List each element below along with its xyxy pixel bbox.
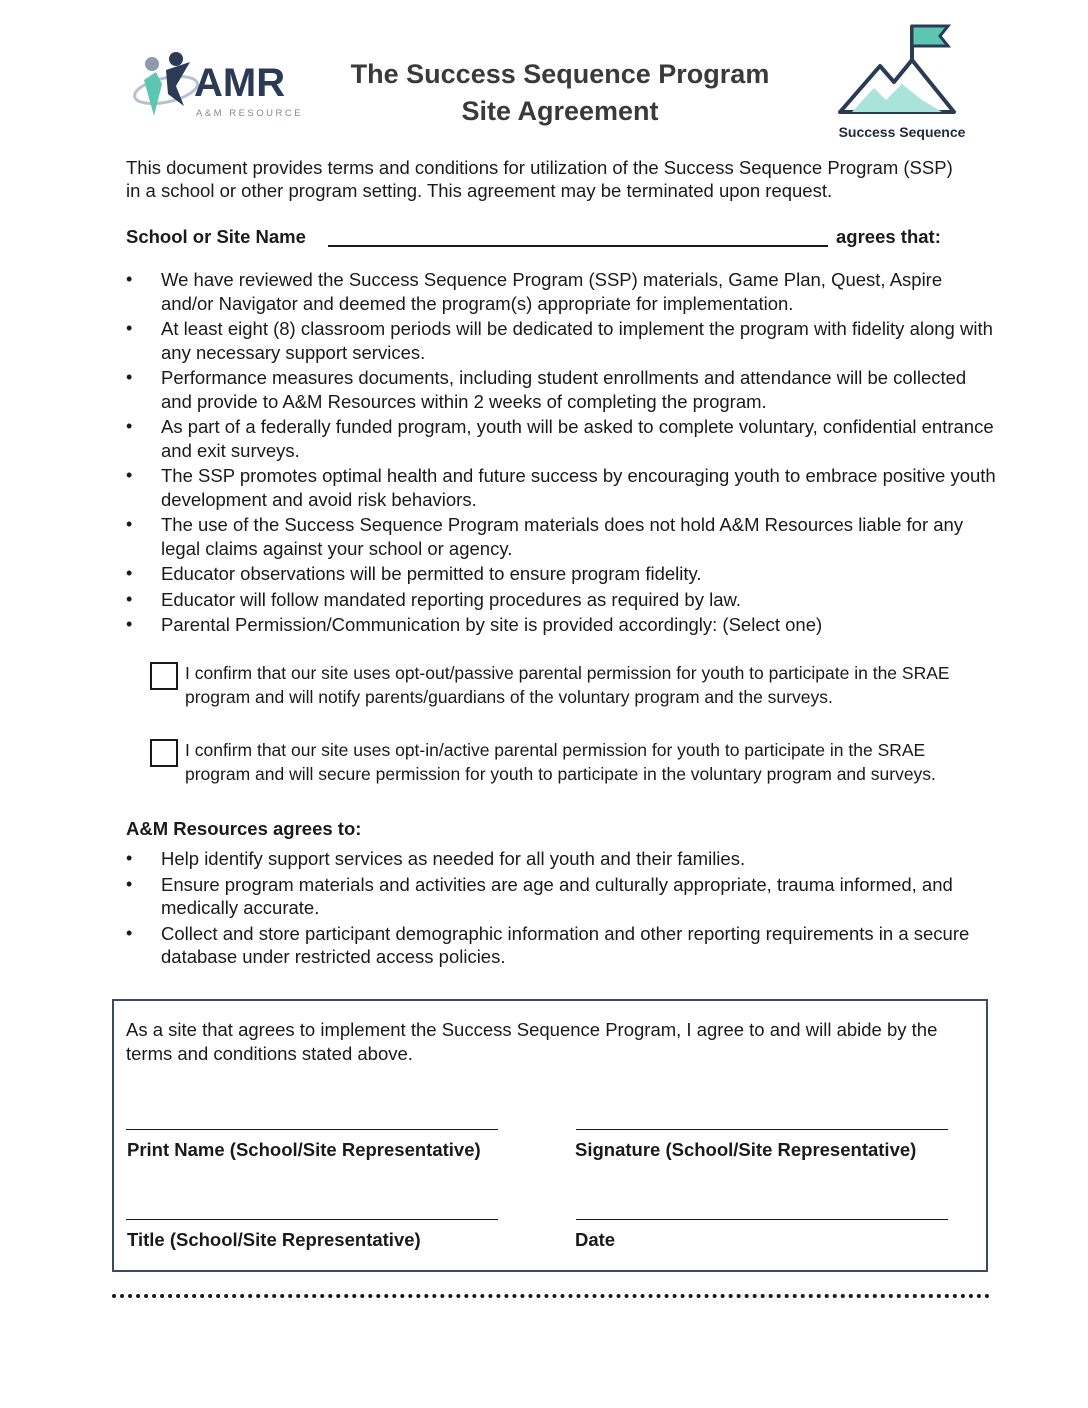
bullet-icon: • xyxy=(126,318,133,338)
amr-logo-subtext: A&M RESOURCES xyxy=(196,108,304,119)
list-item-text: Performance measures documents, including student enrollments and attendance will be collected and provide to A&M Resources within 2 weeks of completing the program. xyxy=(161,367,967,412)
amr-agrees-heading: A&M Resources agrees to: xyxy=(126,818,362,839)
bullet-icon: • xyxy=(126,514,133,534)
amr-terms-list xyxy=(126,847,996,971)
site-terms-list xyxy=(126,268,996,639)
signature-label: Signature (School/Site Representative) xyxy=(575,1139,917,1160)
agreement-statement: As a site that agrees to implement the Success Sequence Program, I agree to and will abide by the terms and conditions stated above. xyxy=(126,1019,938,1064)
list-item xyxy=(126,464,996,511)
site-name-field[interactable] xyxy=(328,245,828,247)
list-item-text: Collect and store participant demographic information and other reporting requirements in a secure database under restricted access policies. xyxy=(161,922,970,967)
list-item-text: We have reviewed the Success Sequence Program (SSP) materials, Game Plan, Quest, Aspire and/or Navigator and deemed the program(s) appropriate for implementation. xyxy=(161,269,943,314)
bullet-icon: • xyxy=(126,367,133,387)
list-item-text: Educator will follow mandated reporting procedures as required by law. xyxy=(161,588,741,610)
bullet-icon: • xyxy=(126,563,133,583)
bullet-icon: • xyxy=(126,269,133,289)
title-line-1: The Success Sequence Program xyxy=(350,59,770,89)
opt-out-label: I confirm that our site uses opt-out/passive parental permission for youth to participate in the SRAE program and will notify parents/guardians of the voluntary program and the surveys. xyxy=(185,663,950,707)
title-label: Title (School/Site Representative) xyxy=(127,1229,421,1250)
amr-logo-text: AMR xyxy=(194,61,286,105)
list-item xyxy=(126,268,996,315)
title-line-2: Site Agreement xyxy=(461,96,659,126)
list-item xyxy=(126,366,996,413)
list-item-text: Ensure program materials and activities are age and culturally appropriate, trauma informed, and medically accurate. xyxy=(161,873,953,918)
list-item xyxy=(126,613,996,637)
site-name-row xyxy=(126,226,956,250)
title-field[interactable] xyxy=(126,1219,498,1220)
print-name-field[interactable] xyxy=(126,1129,498,1130)
date-field[interactable] xyxy=(576,1219,948,1220)
opt-in-checkbox[interactable] xyxy=(150,739,178,767)
amr-logo xyxy=(132,50,304,124)
date-label: Date xyxy=(575,1229,616,1250)
document-title xyxy=(300,56,820,130)
list-item xyxy=(126,922,996,969)
list-item-text: The SSP promotes optimal health and future success by encouraging youth to embrace positive youth development and avoid risk behaviors. xyxy=(161,465,996,510)
list-item-text: Parental Permission/Communication by site is provided accordingly: (Select one) xyxy=(161,614,823,635)
list-item xyxy=(126,847,996,871)
list-item xyxy=(126,317,996,364)
opt-in-label: I confirm that our site uses opt-in/active parental permission for youth to participate in the SRAE program and will secure permission for youth to participate in the voluntary program and surveys. xyxy=(185,740,936,784)
list-item-text: Educator observations will be permitted to ensure program fidelity. xyxy=(161,563,702,584)
list-item-text: Help identify support services as needed for all youth and their families. xyxy=(161,848,746,869)
bullet-icon: • xyxy=(126,873,133,894)
agrees-that-label: agrees that: xyxy=(836,226,941,247)
list-item-text: At least eight (8) classroom periods will be dedicated to implement the program with fidelity along with any necessary support services. xyxy=(161,318,993,363)
bullet-icon: • xyxy=(126,922,133,943)
list-item-text: The use of the Success Sequence Program materials does not hold A&M Resources liable for any legal claims against your school or agency. xyxy=(161,514,964,559)
bullet-icon: • xyxy=(126,416,133,436)
bullet-icon: • xyxy=(126,465,133,485)
bullet-icon: • xyxy=(126,588,133,609)
list-item xyxy=(126,588,996,612)
print-name-label: Print Name (School/Site Representative) xyxy=(127,1139,481,1160)
bullet-icon: • xyxy=(126,614,133,634)
signature-field[interactable] xyxy=(576,1129,948,1130)
list-item xyxy=(126,562,996,586)
list-item xyxy=(126,873,996,920)
success-sequence-label: Success Sequence xyxy=(838,124,966,140)
opt-out-checkbox[interactable] xyxy=(150,662,178,690)
list-item xyxy=(126,513,996,560)
intro-paragraph: This document provides terms and conditions for utilization of the Success Sequence Program (SSP) in a school or other program setting. This agreement may be terminated upon request. xyxy=(126,157,953,201)
site-name-label: School or Site Name xyxy=(126,226,306,247)
amr-logo-graphic xyxy=(132,50,304,124)
bullet-icon: • xyxy=(126,848,133,868)
list-item-text: As part of a federally funded program, youth will be asked to complete voluntary, confidential entrance and exit surveys. xyxy=(161,416,994,461)
list-item xyxy=(126,415,996,462)
dotted-divider xyxy=(112,1294,990,1298)
